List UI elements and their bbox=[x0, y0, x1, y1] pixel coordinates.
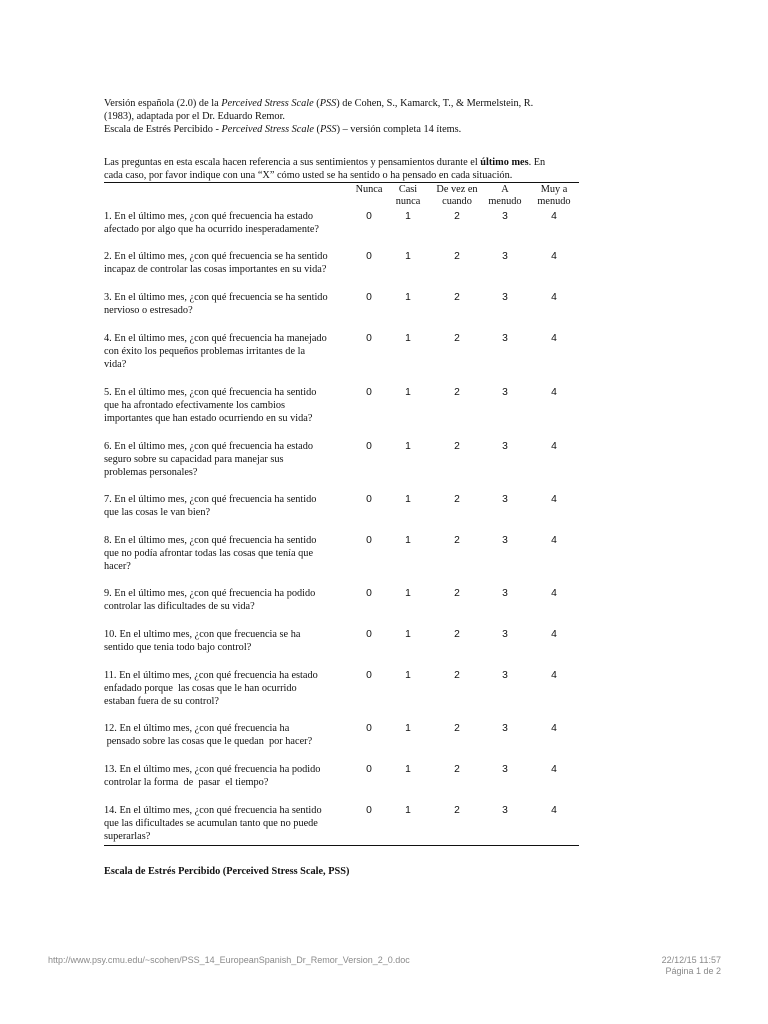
intro-scale-title: Perceived Stress Scale bbox=[221, 98, 314, 109]
answer-option[interactable]: 4 bbox=[551, 251, 557, 262]
instructions bbox=[104, 156, 580, 182]
instructions-text: Las preguntas en esta escala hacen referencia a sus sentimientos y pensamientos durante el bbox=[104, 157, 481, 168]
answer-option[interactable]: 0 bbox=[366, 251, 372, 262]
intro-line-1 bbox=[104, 97, 584, 110]
answer-option[interactable]: 1 bbox=[405, 333, 411, 344]
question-line: 13. En el último mes, ¿con qué frecuencia ha podido bbox=[104, 764, 321, 775]
answer-option[interactable]: 3 bbox=[502, 670, 508, 681]
intro-scale-title: Perceived Stress Scale bbox=[221, 124, 314, 135]
column-header-line: Nunca bbox=[355, 184, 383, 195]
question-text bbox=[104, 587, 352, 613]
question-line: seguro sobre su capacidad para manejar sus bbox=[104, 454, 284, 465]
answer-option[interactable]: 1 bbox=[405, 535, 411, 546]
question-line: nervioso o estresado? bbox=[104, 305, 193, 316]
question-line: 8. En el último mes, ¿con qué frecuencia ha sentido bbox=[104, 535, 317, 546]
answer-option[interactable]: 0 bbox=[366, 441, 372, 452]
question-line: pensado sobre las cosas que le quedan por hacer? bbox=[104, 736, 313, 747]
question-text bbox=[104, 332, 352, 371]
question-text bbox=[104, 669, 352, 708]
answer-option[interactable]: 2 bbox=[454, 535, 460, 546]
column-header bbox=[429, 184, 485, 208]
question-line: importantes que han estado ocurriendo en su vida? bbox=[104, 413, 313, 424]
answer-option[interactable]: 1 bbox=[405, 723, 411, 734]
answer-option[interactable]: 4 bbox=[551, 723, 557, 734]
column-header bbox=[390, 184, 426, 208]
question-line: superarlas? bbox=[104, 831, 151, 842]
answer-option[interactable]: 4 bbox=[551, 387, 557, 398]
question-line: 10. En el ultimo mes, ¿con que frecuencia se ha bbox=[104, 629, 301, 640]
answer-option[interactable]: 2 bbox=[454, 292, 460, 303]
question-line: que las dificultades se acumulan tanto que no puede bbox=[104, 818, 318, 829]
answer-option[interactable]: 2 bbox=[454, 629, 460, 640]
instructions-emphasis: último mes bbox=[480, 157, 529, 168]
answer-option[interactable]: 4 bbox=[551, 292, 557, 303]
answer-option[interactable]: 3 bbox=[502, 535, 508, 546]
intro-text: Escala de Estrés Percibido - bbox=[104, 124, 222, 135]
question-text bbox=[104, 440, 352, 479]
footer-page-number: Página 1 de 2 bbox=[665, 966, 721, 976]
column-header-line: De vez en bbox=[436, 184, 478, 195]
answer-option[interactable]: 3 bbox=[502, 292, 508, 303]
answer-option[interactable]: 0 bbox=[366, 494, 372, 505]
column-header bbox=[534, 184, 574, 208]
question-text bbox=[104, 493, 352, 519]
intro-text: ( bbox=[313, 124, 320, 135]
intro-citation bbox=[104, 97, 584, 136]
answer-option[interactable]: 2 bbox=[454, 670, 460, 681]
intro-text: ( bbox=[313, 98, 320, 109]
answer-option[interactable]: 4 bbox=[551, 670, 557, 681]
answer-option[interactable]: 2 bbox=[454, 805, 460, 816]
question-line: 12. En el último mes, ¿con qué frecuencia ha bbox=[104, 723, 290, 734]
answer-option[interactable]: 1 bbox=[405, 670, 411, 681]
answer-option[interactable]: 1 bbox=[405, 387, 411, 398]
answer-option[interactable]: 2 bbox=[454, 588, 460, 599]
instructions-text: . En bbox=[528, 157, 546, 168]
question-text bbox=[104, 804, 352, 843]
answer-option[interactable]: 3 bbox=[502, 764, 508, 775]
answer-option[interactable]: 0 bbox=[366, 387, 372, 398]
answer-option[interactable]: 2 bbox=[454, 764, 460, 775]
question-line: que ha afrontado efectivamente los cambios bbox=[104, 400, 285, 411]
answer-option[interactable]: 3 bbox=[502, 629, 508, 640]
question-line: 7. En el último mes, ¿con qué frecuencia ha sentido bbox=[104, 494, 317, 505]
answer-option[interactable]: 2 bbox=[454, 333, 460, 344]
answer-option[interactable]: 4 bbox=[551, 805, 557, 816]
answer-option[interactable]: 1 bbox=[405, 292, 411, 303]
answer-option[interactable]: 3 bbox=[502, 588, 508, 599]
footer-datetime: 22/12/15 11:57 bbox=[661, 955, 721, 965]
question-text bbox=[104, 628, 352, 654]
question-line: 9. En el último mes, ¿con qué frecuencia ha podido bbox=[104, 588, 316, 599]
intro-text: ) – versión completa 14 ítems. bbox=[336, 124, 462, 135]
question-line: 3. En el último mes, ¿con qué frecuencia se ha sentido bbox=[104, 292, 328, 303]
question-line: que las cosas le van bien? bbox=[104, 507, 211, 518]
answer-option[interactable]: 3 bbox=[502, 387, 508, 398]
answer-option[interactable]: 4 bbox=[551, 764, 557, 775]
answer-option[interactable]: 4 bbox=[551, 333, 557, 344]
footer-stamp bbox=[662, 955, 721, 977]
answer-option[interactable]: 2 bbox=[454, 723, 460, 734]
question-line: hacer? bbox=[104, 561, 131, 572]
answer-option[interactable]: 2 bbox=[454, 494, 460, 505]
answer-option[interactable]: 1 bbox=[405, 441, 411, 452]
question-line: 2. En el último mes, ¿con qué frecuencia se ha sentido bbox=[104, 251, 328, 262]
intro-line-3 bbox=[104, 123, 584, 136]
question-text bbox=[104, 250, 352, 276]
answer-option[interactable]: 0 bbox=[366, 535, 372, 546]
question-line: estaban fuera de su control? bbox=[104, 696, 219, 707]
footer-url: http://www.psy.cmu.edu/~scohen/PSS_14_EuropeanSpanish_Dr_Remor_Version_2_0.doc bbox=[48, 955, 410, 965]
question-line: vida? bbox=[104, 359, 127, 370]
table-bottom-rule bbox=[104, 845, 579, 846]
answer-option[interactable]: 4 bbox=[551, 494, 557, 505]
answer-option[interactable]: 1 bbox=[405, 764, 411, 775]
answer-option[interactable]: 4 bbox=[551, 535, 557, 546]
answer-option[interactable]: 1 bbox=[405, 588, 411, 599]
answer-option[interactable]: 4 bbox=[551, 588, 557, 599]
question-line: enfadado porque las cosas que le han ocurrido bbox=[104, 683, 297, 694]
question-text bbox=[104, 763, 352, 789]
answer-option[interactable]: 0 bbox=[366, 764, 372, 775]
answer-option[interactable]: 3 bbox=[502, 805, 508, 816]
column-header-line: cuando bbox=[442, 196, 472, 207]
table-top-rule bbox=[104, 182, 579, 183]
answer-option[interactable]: 3 bbox=[502, 211, 508, 222]
intro-text: ) de Cohen, S., Kamarck, T., & Mermelstein, R. bbox=[336, 98, 534, 109]
question-text bbox=[104, 534, 352, 573]
answer-option[interactable]: 0 bbox=[366, 629, 372, 640]
answer-option[interactable]: 0 bbox=[366, 805, 372, 816]
answer-option[interactable]: 4 bbox=[551, 441, 557, 452]
answer-option[interactable]: 0 bbox=[366, 333, 372, 344]
answer-option[interactable]: 1 bbox=[405, 494, 411, 505]
answer-option[interactable]: 3 bbox=[502, 723, 508, 734]
answer-option[interactable]: 3 bbox=[502, 333, 508, 344]
question-line: con éxito los pequeños problemas irritantes de la bbox=[104, 346, 306, 357]
column-header-line: nunca bbox=[395, 196, 421, 207]
answer-option[interactable]: 1 bbox=[405, 211, 411, 222]
intro-text: Versión española (2.0) de la bbox=[104, 98, 222, 109]
answer-option[interactable]: 0 bbox=[366, 723, 372, 734]
column-header bbox=[485, 184, 525, 208]
question-line: 5. En el último mes, ¿con qué frecuencia ha sentido bbox=[104, 387, 317, 398]
answer-option[interactable]: 2 bbox=[454, 387, 460, 398]
answer-option[interactable]: 2 bbox=[454, 251, 460, 262]
question-line: controlar la forma de pasar el tiempo? bbox=[104, 777, 269, 788]
intro-scale-abbr: PSS bbox=[319, 98, 337, 109]
answer-option[interactable]: 2 bbox=[454, 211, 460, 222]
answer-option[interactable]: 1 bbox=[405, 629, 411, 640]
question-line: 4. En el último mes, ¿con qué frecuencia ha manejado bbox=[104, 333, 327, 344]
question-line: 1. En el último mes, ¿con qué frecuencia ha estado bbox=[104, 211, 314, 222]
question-line: 6. En el último mes, ¿con qué frecuencia ha estado bbox=[104, 441, 314, 452]
answer-option[interactable]: 1 bbox=[405, 251, 411, 262]
instructions-line-2: cada caso, por favor indique con una “X” cómo usted se ha sentido o ha pensado en cada situación. bbox=[104, 170, 513, 181]
answer-option[interactable]: 0 bbox=[366, 211, 372, 222]
intro-line-2: (1983), adaptada por el Dr. Eduardo Remor. bbox=[104, 111, 285, 122]
answer-option[interactable]: 3 bbox=[502, 441, 508, 452]
answer-option[interactable]: 0 bbox=[366, 670, 372, 681]
answer-option[interactable]: 3 bbox=[502, 494, 508, 505]
answer-option[interactable]: 0 bbox=[366, 292, 372, 303]
answer-option[interactable]: 1 bbox=[405, 805, 411, 816]
column-header-line: Casi bbox=[398, 184, 418, 195]
answer-option[interactable]: 4 bbox=[551, 211, 557, 222]
question-line: afectado por algo que ha ocurrido inesperadamente? bbox=[104, 224, 319, 235]
footer-title: Escala de Estrés Percibido (Perceived Stress Scale, PSS) bbox=[104, 866, 350, 877]
question-line: controlar las dificultades de su vida? bbox=[104, 601, 255, 612]
question-text bbox=[104, 210, 352, 236]
answer-option[interactable]: 2 bbox=[454, 441, 460, 452]
question-line: problemas personales? bbox=[104, 467, 198, 478]
question-line: incapaz de controlar las cosas importantes en su vida? bbox=[104, 264, 327, 275]
question-text bbox=[104, 722, 352, 748]
intro-scale-abbr: PSS bbox=[319, 124, 337, 135]
question-line: sentido que tenia todo bajo control? bbox=[104, 642, 252, 653]
question-line: que no podía afrontar todas las cosas que tenía que bbox=[104, 548, 314, 559]
column-header-line: Muy a bbox=[540, 184, 568, 195]
answer-option[interactable]: 0 bbox=[366, 588, 372, 599]
question-text bbox=[104, 291, 352, 317]
question-line: 11. En el último mes, ¿con qué frecuencia ha estado bbox=[104, 670, 318, 681]
column-header bbox=[349, 184, 389, 196]
column-header-line: A bbox=[501, 184, 509, 195]
column-header-line: menudo bbox=[488, 196, 522, 207]
question-line: 14. En el último mes, ¿con qué frecuencia ha sentido bbox=[104, 805, 322, 816]
column-header-line: menudo bbox=[537, 196, 571, 207]
question-text bbox=[104, 386, 352, 425]
instructions-line-1 bbox=[104, 156, 580, 169]
answer-option[interactable]: 3 bbox=[502, 251, 508, 262]
answer-option[interactable]: 4 bbox=[551, 629, 557, 640]
